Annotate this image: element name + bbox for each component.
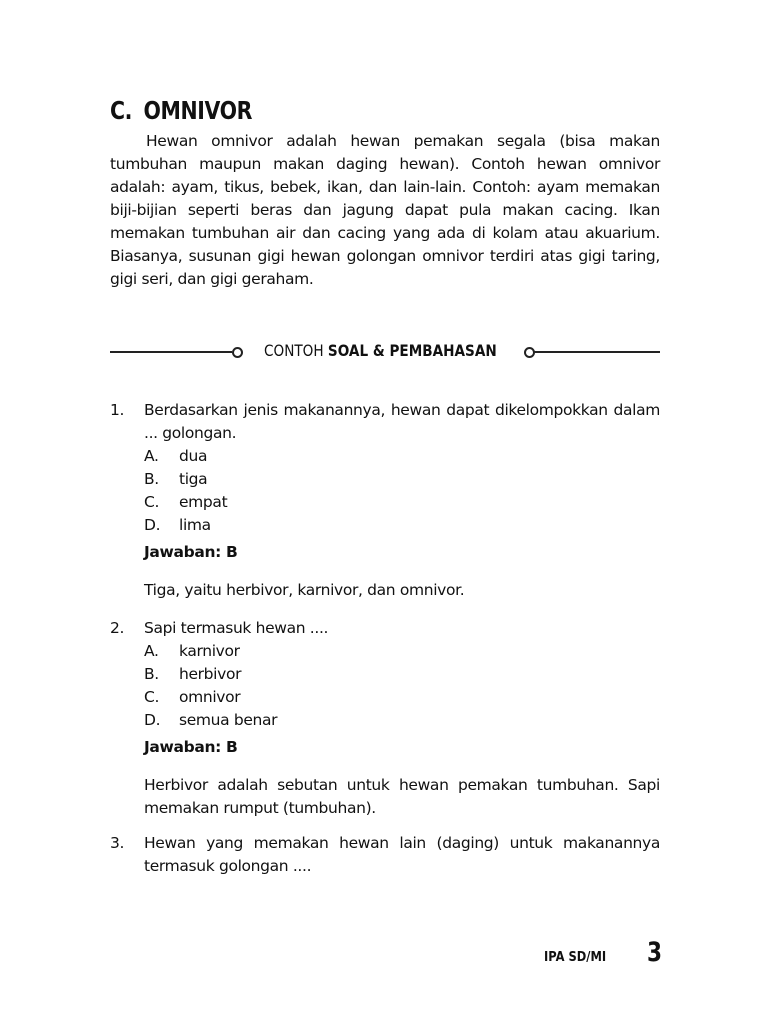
option-text: lima	[179, 516, 211, 534]
option-letter: B.	[144, 470, 159, 488]
option-letter: A.	[144, 447, 159, 465]
question-number: 2.	[110, 619, 125, 637]
question-text: Berdasarkan jenis makanannya, hewan dapat dikelompokkan dalam ... golongan.	[144, 401, 660, 442]
question-number: 3.	[110, 834, 125, 852]
section-title: OMNIVOR	[143, 96, 252, 125]
section-number: C.	[110, 96, 133, 125]
question-2	[110, 617, 660, 820]
answer-label: Jawaban: B	[144, 543, 238, 561]
footer-subject-label: IPA SD/MI	[544, 949, 607, 965]
section-heading	[110, 96, 252, 125]
option-text: dua	[179, 447, 208, 465]
option-d	[144, 514, 660, 537]
answer-label: Jawaban: B	[144, 738, 238, 756]
divider-dot-left	[232, 347, 243, 358]
option-letter: D.	[144, 711, 161, 729]
divider-line-left	[110, 351, 232, 353]
option-c	[144, 491, 660, 514]
option-text: omnivor	[179, 688, 241, 706]
option-text: karnivor	[179, 642, 240, 660]
explanation-text: Herbivor adalah sebutan untuk hewan pemakan tumbuhan. Sapi memakan rumput (tumbuhan).	[144, 776, 660, 817]
divider-title	[264, 341, 497, 360]
option-d	[144, 709, 660, 732]
option-text: tiga	[179, 470, 208, 488]
question-number: 1.	[110, 401, 125, 419]
question-3	[110, 832, 660, 878]
option-a	[144, 445, 660, 468]
option-a	[144, 640, 660, 663]
option-text: herbivor	[179, 665, 242, 683]
divider-line-right	[533, 351, 660, 353]
option-text: empat	[179, 493, 228, 511]
option-letter: D.	[144, 516, 161, 534]
option-text: semua benar	[179, 711, 278, 729]
option-letter: C.	[144, 688, 160, 706]
option-b	[144, 663, 660, 686]
option-b	[144, 468, 660, 491]
option-letter: C.	[144, 493, 160, 511]
question-text: Sapi termasuk hewan ....	[144, 619, 329, 637]
option-letter: B.	[144, 665, 159, 683]
question-text: Hewan yang memakan hewan lain (daging) untuk makanannya termasuk golongan ....	[144, 834, 660, 875]
divider-title-prefix: CONTOH	[264, 341, 328, 360]
option-letter: A.	[144, 642, 159, 660]
section-paragraph: Hewan omnivor adalah hewan pemakan segala (bisa makan tumbuhan maupun makan daging hewan). Contoh hewan omnivor adalah: ayam, tikus, bebek, ikan, dan lain-lain. Contoh: ayam memakan biji-bijian seperti beras dan jagung dapat pula makan cacing. Ikan memakan tumbuhan air dan cacing yang ada di kolam atau akuarium. Biasanya, susunan gigi hewan golongan omnivor terdiri atas gigi taring, gigi seri, dan gigi geraham.	[110, 132, 660, 288]
explanation-text: Tiga, yaitu herbivor, karnivor, dan omnivor.	[144, 581, 465, 599]
page-number: 3	[647, 937, 663, 968]
divider-title-bold: SOAL & PEMBAHASAN	[327, 341, 497, 360]
example-divider	[110, 341, 660, 363]
option-c	[144, 686, 660, 709]
question-1	[110, 399, 660, 602]
